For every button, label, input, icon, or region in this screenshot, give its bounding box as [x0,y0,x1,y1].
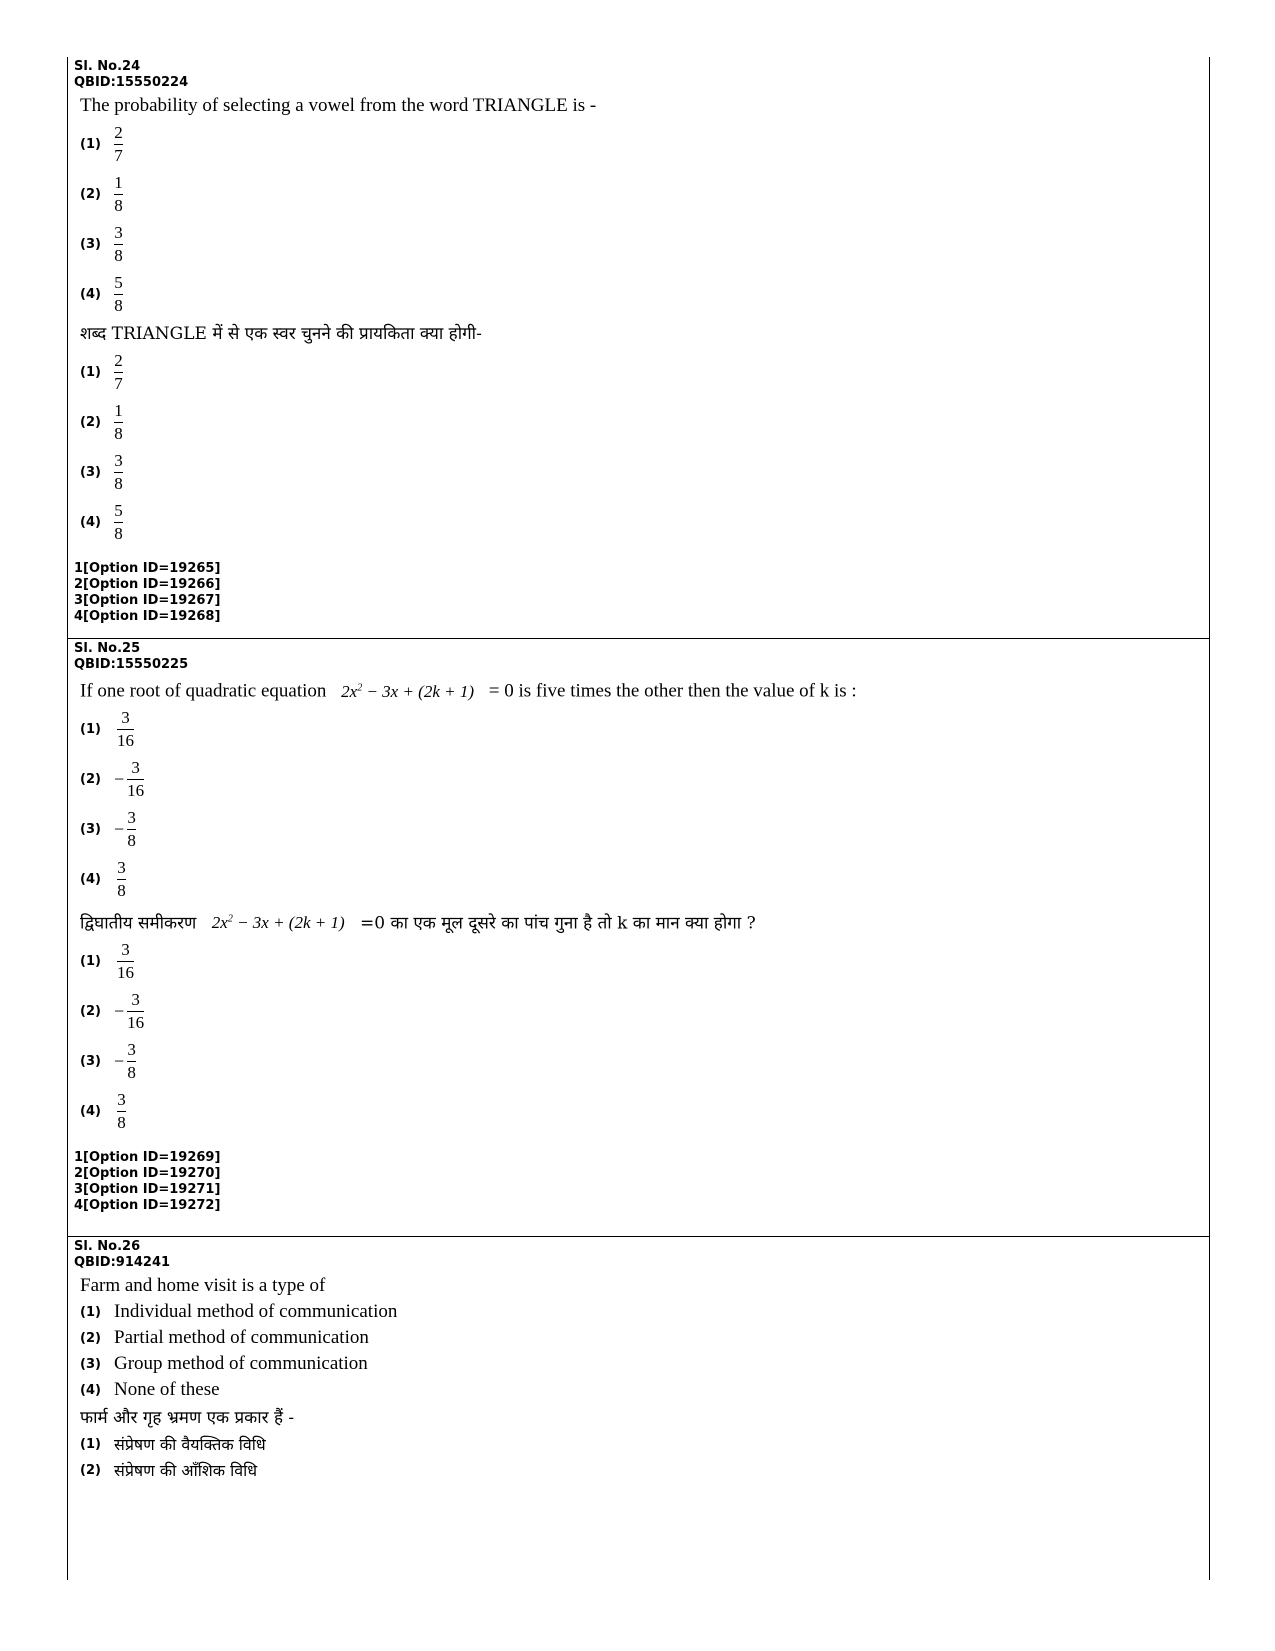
question-26 [68,1237,1209,1483]
fraction: $\frac{2}{7}$ [114,122,123,165]
fraction: $\frac{3}{8}$ [117,1089,126,1132]
fraction: $\frac{3}{8}$ [114,222,123,265]
options-en [74,119,1209,319]
options-hi [74,347,1209,547]
option-1-hi: (1) संप्रेषण की वैयक्तिक विधि [80,1435,266,1454]
options-en [74,705,1209,905]
question-text-en: The probability of selecting a vowel from the word TRIANGLE is - [80,95,597,116]
fraction: $\frac{3}{16}$ [117,708,134,751]
question-text-hi: शब्द TRIANGLE में से एक स्वर चुनने की प्रायकिता क्या होगी- [80,324,482,344]
option-4-hi: (4) $\frac{5}{8}$ [80,500,123,543]
options-en [74,1299,1209,1403]
question-25 [68,639,1209,1237]
question-text-hi: फार्म और गृह भ्रमण एक प्रकार हैं - [80,1408,295,1428]
option-1: (1) Individual method of communication [80,1301,398,1322]
question-paper [67,57,1210,1580]
option-1: (1) $\frac{2}{7}$ [80,122,123,165]
question-text-en: Farm and home visit is a type of [80,1275,326,1296]
fraction: $\frac{2}{7}$ [114,350,123,393]
option-3-hi: (3) $\frac{3}{8}$ [80,450,123,493]
option-ids: 1[Option ID=19269] 2[Option ID=19270] 3[Option ID=19271] 4[Option ID=19272] [74,1150,221,1214]
option-1-hi: (1) $\frac{2}{7}$ [80,350,123,393]
serial-number: Sl. No.26 [74,1239,141,1254]
option-2: (2) $\frac{1}{8}$ [80,172,123,215]
serial-number: Sl. No.24 [74,59,141,74]
fraction: $\frac{5}{8}$ [114,500,123,543]
option-ids: 1[Option ID=19265] 2[Option ID=19266] 3[Option ID=19267] 4[Option ID=19268] [74,561,221,624]
option-2-hi: (2) $\frac{1}{8}$ [80,400,123,443]
qbid: QBID:15550224 [74,75,189,90]
option-3-hi: (3) − $\frac{3}{8}$ [80,1039,136,1082]
option-2-hi: (2) संप्रेषण की आँशिक विधि [80,1461,258,1480]
fraction: $\frac{3}{16}$ [127,758,145,801]
fraction: $\frac{3}{8}$ [114,450,123,493]
option-2: (2) − $\frac{3}{16}$ [80,758,145,801]
fraction: $\frac{5}{8}$ [114,272,123,315]
equation: $2x^2 - 3x + (2k + 1)$ [341,681,475,701]
qbid: QBID:15550225 [74,657,189,672]
question-text-en: If one root of quadratic equation $2x^2 - 3x + (2k + 1) = 0$ is five times the other then the value of k is : [80,680,857,702]
option-4: (4) $\frac{3}{8}$ [80,858,126,901]
option-1: (1) $\frac{3}{16}$ [80,708,134,751]
question-text-hi: द्विघातीय समीकरण $2x^2 - 3x + (2k + 1) =0$ का एक मूल दूसरे का पांच गुना है तो k का मान क्या होगा ? [80,913,756,934]
serial-number: Sl. No.25 [74,641,141,656]
fraction: $\frac{1}{8}$ [114,172,123,215]
fraction: $\frac{1}{8}$ [114,400,123,443]
question-24 [68,57,1209,639]
fraction: $\frac{3}{8}$ [117,858,126,901]
option-3: (3) Group method of communication [80,1353,368,1374]
option-3: (3) − $\frac{3}{8}$ [80,808,136,851]
option-4-hi: (4) $\frac{3}{8}$ [80,1089,126,1132]
option-3: (3) $\frac{3}{8}$ [80,222,123,265]
equation: $2x^2 - 3x + (2k + 1)$ [211,913,345,933]
qbid: QBID:914241 [74,1255,171,1270]
fraction: $\frac{3}{8}$ [127,808,136,851]
option-2: (2) Partial method of communication [80,1327,369,1348]
fraction: $\frac{3}{16}$ [117,939,134,982]
options-hi [74,1431,1209,1483]
options-hi [74,936,1209,1136]
option-1-hi: (1) $\frac{3}{16}$ [80,939,134,982]
option-2-hi: (2) − $\frac{3}{16}$ [80,989,145,1032]
option-4: (4) None of these [80,1379,220,1400]
fraction: $\frac{3}{8}$ [127,1039,136,1082]
option-4: (4) $\frac{5}{8}$ [80,272,123,315]
fraction: $\frac{3}{16}$ [127,989,145,1032]
